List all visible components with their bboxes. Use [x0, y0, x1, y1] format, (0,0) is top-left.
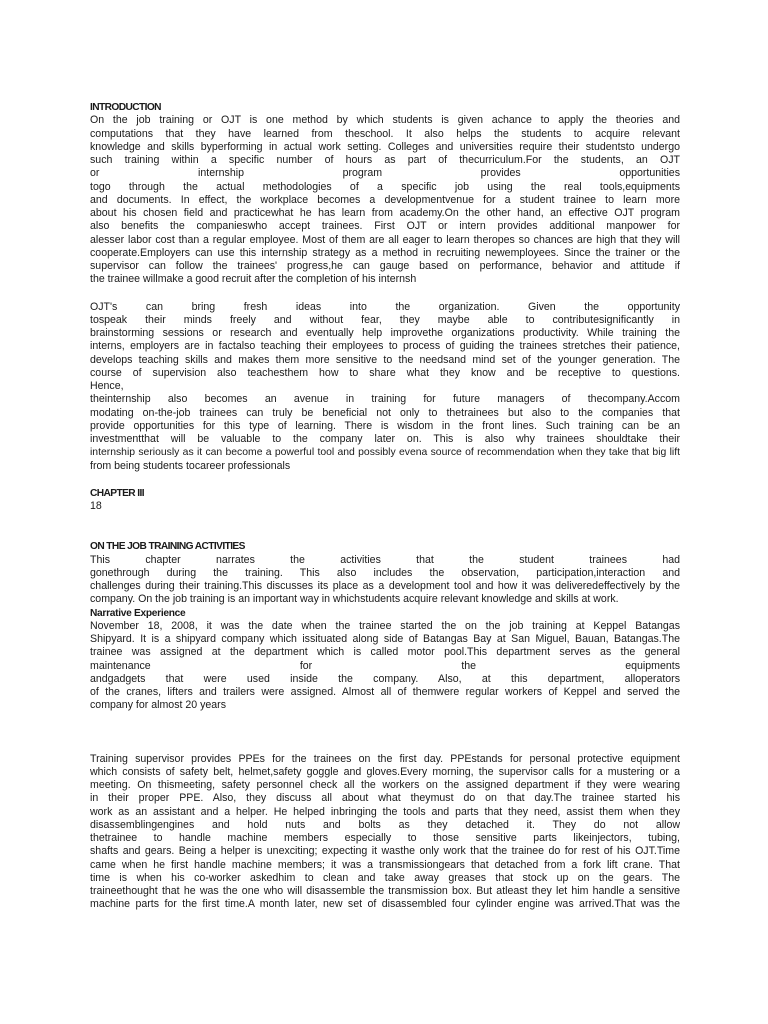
introduction-heading: INTRODUCTION — [90, 102, 161, 113]
text-line: gonethrough during the training. This also includes the observation, participation,interaction and — [90, 566, 680, 579]
text-line: machine parts for the first time.A month later, new set of disassembled four cylinder engine was arrived.That was the — [90, 898, 680, 911]
text-line: OJT's can bring fresh ideas into the organization. Given the opportunity — [90, 300, 680, 313]
chapter-heading: CHAPTER III — [90, 487, 144, 499]
text-line: the trainee willmake a good recruit after the completion of his internsh — [90, 273, 417, 286]
text-line: alesser labor cost than a regular employee. Most of them are all eager to learn theropes so chances are high that they will — [90, 233, 680, 246]
text-line: knowledge and skills byperforming in actual work setting. Colleges and universities require their studentsto undergo — [90, 140, 680, 153]
text-line: maintenance for the equipments — [90, 659, 680, 672]
text-line: On the job training or OJT is one method by which students is given achance to apply the theories and — [90, 114, 680, 127]
text-line: in their proper PPE. Also, they discuss all about what theymust do on that day.The trainee started his — [90, 792, 680, 805]
ojt-activities-heading: ON THE JOB TRAINING ACTIVITIES — [90, 541, 245, 553]
introduction-section — [90, 101, 680, 287]
chapter-section — [90, 487, 680, 514]
ojt-activities-section — [90, 540, 680, 606]
narrative-heading: Narrative Experience — [90, 607, 186, 619]
text-line: such training within a specific number of hours as part of thecurriculum.For the students, an OJT — [90, 154, 680, 166]
document-page — [90, 101, 680, 912]
text-line: brainstorming sessions or research and eventually help improvethe organizations productivity. While training the — [90, 327, 680, 339]
text-line: or internship program provides opportunities — [90, 167, 680, 180]
text-line: company. On the job training is an important way in whichstudents acquire relevant knowledge and skills at work. — [90, 593, 619, 606]
text-line: and documents. In effect, the workplace becomes a developmentvenue for a student trainee to learn more — [90, 193, 680, 206]
text-line: course of supervision also teachesthem how to share what they know and be receptive to questions. — [90, 366, 680, 379]
ojt-benefits-paragraph — [90, 301, 680, 473]
text-line: investmentthat will be valuable to the company later on. This is also why trainees shouldtake their — [90, 433, 680, 445]
page-number: 18 — [90, 500, 102, 512]
text-line: challenges during their training.This discusses its place as a development tool and how it was deliveredeffectively by the — [90, 580, 680, 592]
text-line: trainee was assigned at the department which is called motor pool.This department serves as the general — [90, 646, 680, 659]
text-line: internship seriously as it can become a powerful tool and possibly evena source of recommendation when they take that big lift — [90, 447, 680, 459]
text-line: theinternship also becomes an avenue in training for future managers of thecompany.Accom — [90, 393, 680, 406]
text-line: about his chosen field and practicewhat he has learn from academy.On the other hand, an effective OJT program — [90, 207, 680, 219]
text-line: interns, employers are in factalso teaching their employees to process of guiding the trainees stretches their patience, — [90, 340, 680, 353]
text-line: November 18, 2008, it was the date when the trainee started the on the job training at Keppel Batangas — [90, 619, 680, 632]
text-line: work as an assistant and a helper. He helped inbringing the tools and parts that they need, assist them when they — [90, 805, 680, 818]
text-line: which consists of safety belt, helmet,safety goggle and gloves.Every morning, the supervisor calls for a mustering or a — [90, 765, 680, 778]
text-line: Training supervisor provides PPEs for the trainees on the first day. PPEstands for personal protective equipment — [90, 752, 680, 765]
text-line: supervisor can follow the trainees' progress,he can gauge based on performance, behavior and attitude if — [90, 260, 680, 272]
text-line: shafts and gears. Being a helper is unexciting; expecting it wasthe only work that the trainee do for rest of his OJT.Time — [90, 845, 680, 858]
narrative-section — [90, 607, 680, 713]
text-line: Hence, — [90, 380, 124, 392]
text-line: thetrainee to handle machine members especially to those sensitive parts likeinjectors, tubing, — [90, 832, 680, 844]
text-line: provide opportunities for this type of learning. There is wisdom in the front lines. Such training can be an — [90, 419, 680, 432]
text-line: time is when his co-worker askedhim to clean and take away greases that stock up on the gears. The — [90, 871, 680, 884]
text-line: meeting. On thismeeting, safety personnel check all the workers on the assigned department if they were wearing — [90, 779, 680, 791]
text-line: togo through the actual methodologies of a specific job using the real tools,equipments — [90, 180, 680, 193]
text-line: came when he first handle machine members; it was a transmissiongears that detached from a fork lift crane. That — [90, 858, 680, 871]
text-line: develops teaching skills and makes them more sensitive to the needsand mind set of the younger generation. The — [90, 353, 680, 366]
text-line: tospeak their minds freely and without fear, they maybe able to contributesignificantly in — [90, 313, 680, 326]
text-line: disassemblingengines and hold nuts and bolts as they detached it. They do not allow — [90, 818, 680, 831]
text-line: Shipyard. It is a shipyard company which issituated along side of Batangas Bay at San Miguel, Bauan, Batangas.The — [90, 633, 680, 645]
text-line: This chapter narrates the activities that the student trainees had — [90, 553, 680, 566]
text-line: of the cranes, lifters and trailers were assigned. Almost all of themwere regular workers of Keppel and served the — [90, 686, 680, 698]
introduction-paragraph — [90, 114, 680, 286]
text-line: cooperate.Employers can use this internship strategy as a method in recruiting newemployees. Since the trainer or the — [90, 246, 680, 259]
text-line: modating on-the-job trainees can truly be beneficial not only to thetrainees but also to the companies that — [90, 406, 680, 419]
text-line: andgadgets that were used inside the company. Also, at this department, alloperators — [90, 672, 680, 685]
text-line: computations that they have learned from theschool. It also helps the students to acquire relevant — [90, 127, 680, 140]
training-paragraph — [90, 753, 680, 912]
text-line: company for almost 20 years — [90, 699, 227, 712]
text-line: traineethought that he was the one who will disassemble the transmission box. But atleast they let him handle a sensitive — [90, 885, 680, 897]
text-line: also benefits the companieswho accept trainees. First OJT or intern provides additional manpower for — [90, 220, 680, 233]
text-line: from being students tocareer professionals — [90, 459, 291, 472]
